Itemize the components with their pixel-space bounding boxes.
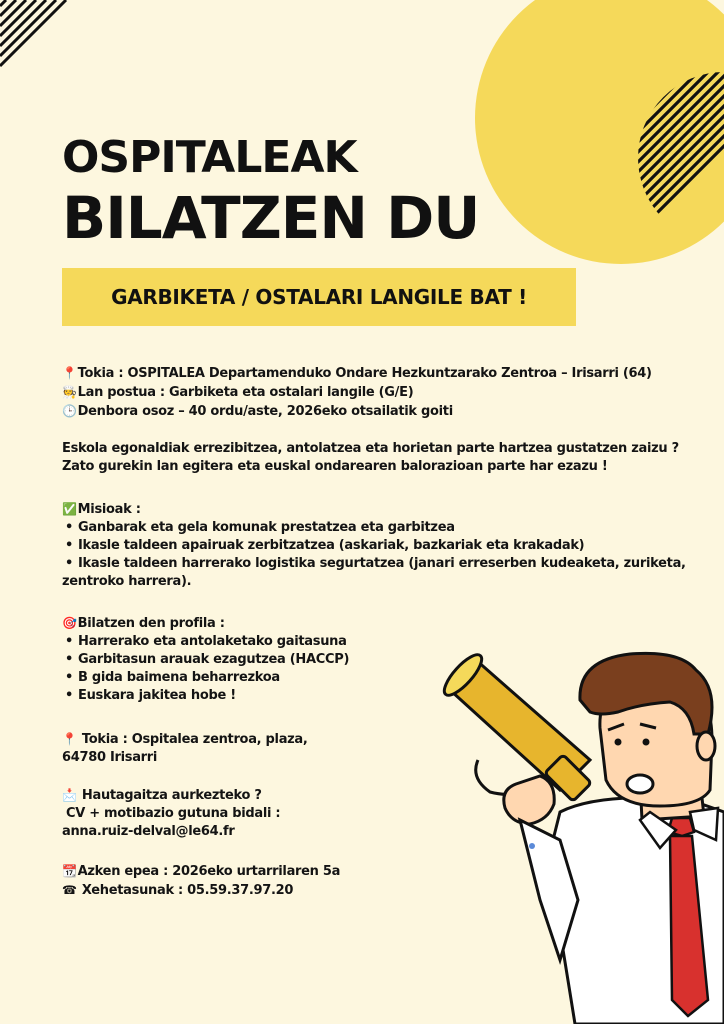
missions-heading: ✅Misioak : bbox=[62, 502, 141, 517]
info-place-text: Tokia : OSPITALEA Departamenduko Ondare Hezkuntzarako Zentroa – Irisarri (64) bbox=[77, 366, 652, 381]
info-time-text: Denbora osoz – 40 ordu/aste, 2026eko otsailatik goiti bbox=[77, 404, 453, 419]
intro-block bbox=[62, 440, 679, 476]
apply-line-1: Hautagaitza aurkezteko ? bbox=[81, 788, 262, 803]
missions-block bbox=[62, 500, 712, 591]
profile-item: • B gida baimena beharrezkoa bbox=[62, 669, 349, 687]
location-block bbox=[62, 730, 308, 767]
intro-line-2: Zato gurekin lan egitera eta euskal ondarearen balorazioan parte har ezazu ! bbox=[62, 459, 608, 474]
title-line-2: BILATZEN DU bbox=[62, 184, 480, 252]
job-banner bbox=[62, 268, 576, 326]
deadline-block bbox=[62, 862, 340, 900]
mission-item: • Ikasle taldeen apairuak zerbitzatzea (askariak, bazkariak eta krakadak) bbox=[62, 537, 712, 555]
apply-line-2: CV + motibazio gutuna bidali : bbox=[66, 806, 281, 821]
cook-icon: 🧑‍🍳 bbox=[62, 385, 77, 399]
pin-icon: 📍 bbox=[62, 732, 77, 746]
profile-block bbox=[62, 614, 349, 705]
calendar-icon: 📆 bbox=[62, 864, 77, 878]
contact-text[interactable]: Xehetasunak : 05.59.37.97.20 bbox=[81, 883, 294, 898]
apply-block bbox=[62, 786, 280, 841]
envelope-icon: 📩 bbox=[62, 788, 77, 802]
info-time bbox=[62, 402, 652, 421]
mission-item: • Ganbarak eta gela komunak prestatzea eta garbitzea bbox=[62, 519, 712, 537]
apply-email-link[interactable]: anna.ruiz-delval@le64.fr bbox=[62, 824, 235, 839]
title-line-1: OSPITALEAK bbox=[62, 132, 357, 183]
info-job bbox=[62, 383, 652, 402]
diagonal-stripes-right bbox=[612, 70, 724, 250]
target-icon: 🎯 bbox=[62, 616, 77, 630]
profile-heading: 🎯Bilatzen den profila : bbox=[62, 616, 225, 631]
deadline-text: Azken epea : 2026eko urtarrilaren 5a bbox=[77, 864, 341, 879]
profile-item: • Harrerako eta antolaketako gaitasuna bbox=[62, 633, 349, 651]
profile-item: • Euskara jakitea hobe ! bbox=[62, 687, 349, 705]
diagonal-stripes-topleft bbox=[0, 0, 80, 80]
man-with-megaphone-illustration bbox=[420, 640, 724, 1024]
check-icon: ✅ bbox=[62, 502, 77, 516]
location-line-1: Tokia : Ospitalea zentroa, plaza, bbox=[81, 732, 308, 747]
clock-icon: 🕒 bbox=[62, 404, 77, 418]
info-job-text: Lan postua : Garbiketa eta ostalari langile (G/E) bbox=[77, 385, 414, 400]
intro-line-1: Eskola egonaldiak errezibitzea, antolatzea eta horietan parte hartzea gustatzen zaizu ? bbox=[62, 441, 679, 456]
pin-icon: 📍 bbox=[62, 366, 77, 380]
profile-item: • Garbitasun arauak ezagutzea (HACCP) bbox=[62, 651, 349, 669]
info-place bbox=[62, 364, 652, 383]
info-block bbox=[62, 364, 652, 421]
location-line-2: 64780 Irisarri bbox=[62, 750, 158, 765]
phone-icon: ☎ bbox=[62, 883, 77, 897]
mission-item: • Ikasle taldeen harrerako logistika segurtatzea (janari erreserben kudeaketa, zuriketa, zentroko harrera). bbox=[62, 555, 712, 591]
banner-text: GARBIKETA / OSTALARI LANGILE BAT ! bbox=[111, 285, 527, 309]
